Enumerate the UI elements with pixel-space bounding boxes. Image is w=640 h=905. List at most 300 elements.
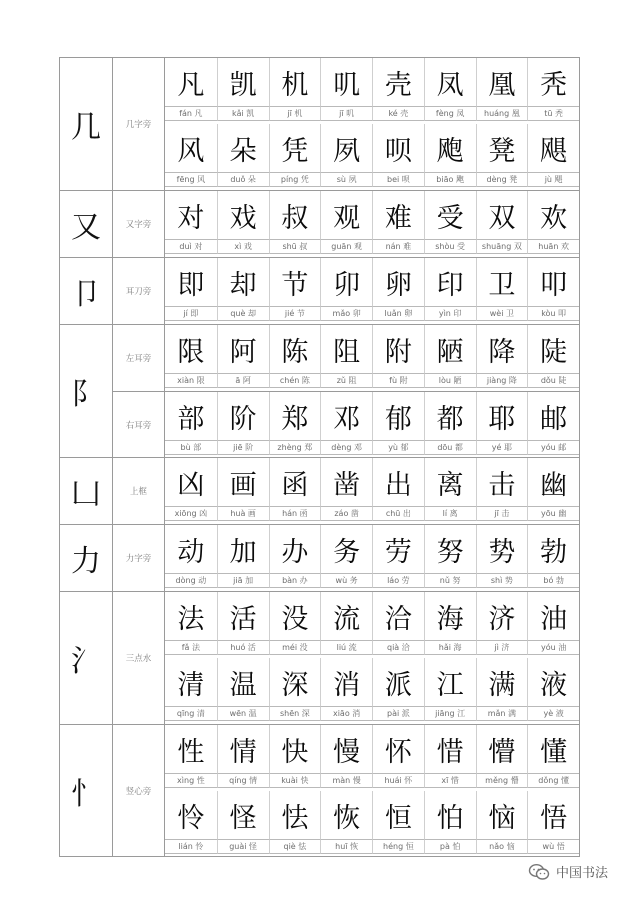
pinyin-text: wù xyxy=(542,842,555,851)
calligraphy-character: 都 xyxy=(424,392,476,440)
pinyin-text: hán xyxy=(282,509,298,518)
wechat-icon xyxy=(528,863,550,881)
pinyin-text: xì xyxy=(234,242,242,251)
pinyin-label xyxy=(527,440,579,455)
pinyin-text: jiāng xyxy=(435,709,455,718)
character-cell xyxy=(372,592,424,658)
calligraphy-character: 凳 xyxy=(476,124,528,172)
character-cell xyxy=(217,392,269,458)
character-cell xyxy=(476,525,528,591)
pinyin-text: qíng xyxy=(229,776,247,785)
reference-character: 呗 xyxy=(401,175,410,184)
reference-character: 画 xyxy=(247,509,256,518)
radical-group xyxy=(60,458,579,525)
calligraphy-character: 深 xyxy=(269,658,321,706)
character-cell xyxy=(372,258,424,324)
character-cell xyxy=(424,725,476,791)
reference-character: 都 xyxy=(454,443,463,452)
calligraphy-character: 壳 xyxy=(372,58,424,106)
reference-character: 欢 xyxy=(560,242,569,251)
reference-character: 加 xyxy=(245,576,254,585)
character-cell xyxy=(320,392,372,458)
pinyin-label xyxy=(372,839,424,854)
reference-character: 温 xyxy=(248,709,257,718)
pinyin-label xyxy=(424,306,476,321)
pinyin-text: màn xyxy=(332,776,351,785)
radical-name-label: 左耳旁 xyxy=(113,325,165,391)
character-row xyxy=(165,191,579,257)
character-cell xyxy=(320,258,372,324)
pinyin-text: shū xyxy=(282,242,297,251)
calligraphy-character: 陋 xyxy=(424,325,476,373)
pinyin-text: shuāng xyxy=(481,242,512,251)
pinyin-label xyxy=(527,306,579,321)
character-cell xyxy=(424,791,476,857)
reference-character: 派 xyxy=(401,709,410,718)
reference-character: 夙 xyxy=(348,175,357,184)
pinyin-label xyxy=(372,306,424,321)
radical-subgroup xyxy=(113,525,579,591)
reference-character: 戏 xyxy=(243,242,252,251)
pinyin-label xyxy=(476,239,528,254)
character-cell xyxy=(372,124,424,190)
pinyin-text: lián xyxy=(178,842,193,851)
calligraphy-character: 海 xyxy=(424,592,476,640)
character-cell xyxy=(269,325,321,391)
reference-character: 惜 xyxy=(450,776,459,785)
reference-character: 江 xyxy=(457,709,466,718)
calligraphy-character: 叩 xyxy=(527,258,579,306)
character-cell xyxy=(372,191,424,257)
pinyin-label xyxy=(476,172,528,187)
radical-practice-sheet xyxy=(59,57,580,857)
character-cell xyxy=(476,325,528,391)
calligraphy-character: 卫 xyxy=(476,258,528,306)
pinyin-text: mǎo xyxy=(332,309,351,318)
calligraphy-character: 限 xyxy=(177,336,205,368)
pinyin-label xyxy=(476,106,528,121)
radical-subgroup xyxy=(113,258,579,324)
radical-name-label: 三点水 xyxy=(113,592,165,724)
reference-character: 附 xyxy=(399,376,408,385)
pinyin-text: huó xyxy=(230,643,246,652)
calligraphy-character: 清 xyxy=(177,669,205,701)
reference-character: 机 xyxy=(294,109,303,118)
pinyin-label xyxy=(320,239,372,254)
pinyin-text: dòng xyxy=(175,576,196,585)
pinyin-label xyxy=(269,573,321,588)
pinyin-text: kuài xyxy=(281,776,298,785)
pinyin-label xyxy=(372,172,424,187)
pinyin-label xyxy=(320,440,372,455)
reference-character: 深 xyxy=(301,709,310,718)
pinyin-label xyxy=(372,773,424,788)
pinyin-label xyxy=(424,640,476,655)
character-cell xyxy=(476,725,528,791)
character-cell xyxy=(476,191,528,257)
pinyin-text: xī xyxy=(441,776,449,785)
character-cell xyxy=(320,592,372,658)
calligraphy-character: 动 xyxy=(177,536,205,568)
pinyin-label xyxy=(527,106,579,121)
character-cell xyxy=(372,325,424,391)
calligraphy-character: 没 xyxy=(269,592,321,640)
character-cell xyxy=(217,592,269,658)
pinyin-label xyxy=(320,573,372,588)
pinyin-label xyxy=(424,440,476,455)
pinyin-text: yóu xyxy=(541,643,556,652)
character-cell xyxy=(269,191,321,257)
pinyin-label xyxy=(372,239,424,254)
calligraphy-character: 秃 xyxy=(527,58,579,106)
pinyin-text: záo xyxy=(334,509,349,518)
calligraphy-character: 画 xyxy=(217,458,269,506)
character-cell xyxy=(217,725,269,791)
character-row xyxy=(165,124,579,190)
radical-group xyxy=(60,258,579,325)
calligraphy-character: 却 xyxy=(217,258,269,306)
reference-character: 陡 xyxy=(558,376,567,385)
pinyin-text: dǒng xyxy=(538,776,559,785)
pinyin-label xyxy=(269,640,321,655)
pinyin-label xyxy=(476,839,528,854)
pinyin-text: biāo xyxy=(436,175,454,184)
pinyin-label xyxy=(165,373,217,388)
character-row xyxy=(165,658,579,724)
pinyin-label xyxy=(320,773,372,788)
pinyin-label xyxy=(320,640,372,655)
pinyin-label xyxy=(165,440,217,455)
pinyin-text: láo xyxy=(387,576,400,585)
calligraphy-character: 叔 xyxy=(269,191,321,239)
radical-glyph: 忄 xyxy=(60,725,113,857)
radical-group xyxy=(60,525,579,592)
calligraphy-character: 卵 xyxy=(372,258,424,306)
character-cell xyxy=(269,658,321,724)
pinyin-label xyxy=(527,172,579,187)
reference-character: 对 xyxy=(194,242,203,251)
pinyin-text: píng xyxy=(280,175,299,184)
pinyin-label xyxy=(217,306,269,321)
reference-character: 叩 xyxy=(558,309,567,318)
pinyin-label xyxy=(476,773,528,788)
character-grid xyxy=(165,458,579,524)
character-cell xyxy=(320,525,372,591)
calligraphy-character: 难 xyxy=(372,191,424,239)
pinyin-text: xiāo xyxy=(332,709,350,718)
character-cell xyxy=(424,525,476,591)
calligraphy-character: 幽 xyxy=(527,458,579,506)
pinyin-text: nǎo xyxy=(489,842,505,851)
calligraphy-character: 满 xyxy=(476,658,528,706)
reference-character: 怀 xyxy=(404,776,413,785)
character-cell xyxy=(527,658,579,724)
character-cell xyxy=(320,58,372,124)
calligraphy-character: 函 xyxy=(269,458,321,506)
pinyin-text: fēng xyxy=(176,175,195,184)
pinyin-label xyxy=(217,440,269,455)
pinyin-text: bei xyxy=(386,175,400,184)
character-cell xyxy=(476,58,528,124)
pinyin-text: bó xyxy=(543,576,554,585)
calligraphy-character: 快 xyxy=(269,725,321,773)
pinyin-text: yù xyxy=(388,443,398,452)
pinyin-text: ké xyxy=(388,109,398,118)
reference-character: 恒 xyxy=(405,842,414,851)
calligraphy-character: 活 xyxy=(217,592,269,640)
character-cell xyxy=(320,791,372,857)
reference-character: 观 xyxy=(353,242,362,251)
reference-character: 出 xyxy=(402,509,411,518)
radical-glyph: 氵 xyxy=(60,592,113,724)
pinyin-label xyxy=(527,239,579,254)
pinyin-text: qīng xyxy=(176,709,195,718)
pinyin-label xyxy=(320,306,372,321)
reference-character: 难 xyxy=(403,242,412,251)
character-cell xyxy=(269,58,321,124)
calligraphy-character: 勃 xyxy=(527,525,579,573)
pinyin-text: jiā xyxy=(233,576,243,585)
calligraphy-character: 怀 xyxy=(372,725,424,773)
calligraphy-character: 夙 xyxy=(320,124,372,172)
pinyin-text: duǒ xyxy=(230,175,246,184)
reference-character: 清 xyxy=(196,709,205,718)
character-cell xyxy=(217,791,269,857)
reference-character: 凡 xyxy=(194,109,203,118)
pinyin-label xyxy=(269,239,321,254)
character-cell xyxy=(320,725,372,791)
calligraphy-character: 郁 xyxy=(372,392,424,440)
calligraphy-character: 凭 xyxy=(269,124,321,172)
pinyin-text: jí xyxy=(183,309,188,318)
character-cell xyxy=(527,458,579,524)
pinyin-label xyxy=(217,373,269,388)
reference-character: 悟 xyxy=(556,842,565,851)
reference-character: 液 xyxy=(555,709,564,718)
calligraphy-character: 温 xyxy=(217,658,269,706)
reference-character: 陈 xyxy=(301,376,310,385)
calligraphy-character: 油 xyxy=(527,592,579,640)
pinyin-label xyxy=(372,506,424,521)
pinyin-text: ā xyxy=(235,376,241,385)
character-row xyxy=(165,392,579,458)
pinyin-text: xiōng xyxy=(174,509,197,518)
character-cell xyxy=(476,392,528,458)
character-cell xyxy=(476,658,528,724)
pinyin-label xyxy=(320,839,372,854)
pinyin-label xyxy=(476,506,528,521)
character-cell xyxy=(165,725,217,791)
reference-character: 凤 xyxy=(456,109,465,118)
radical-name-label: 力字旁 xyxy=(113,525,165,591)
calligraphy-character: 戏 xyxy=(217,191,269,239)
pinyin-text: lòu xyxy=(438,376,451,385)
reference-character: 没 xyxy=(299,643,308,652)
character-cell xyxy=(269,124,321,190)
character-cell xyxy=(269,458,321,524)
pinyin-label xyxy=(424,573,476,588)
pinyin-label xyxy=(320,706,372,721)
character-row xyxy=(165,791,579,857)
pinyin-label xyxy=(165,573,217,588)
calligraphy-character: 陡 xyxy=(527,325,579,373)
radical-group xyxy=(60,191,579,258)
calligraphy-character: 朵 xyxy=(217,124,269,172)
radical-name-label: 竖心旁 xyxy=(113,725,165,857)
calligraphy-character: 液 xyxy=(527,658,579,706)
pinyin-label xyxy=(269,306,321,321)
reference-character: 限 xyxy=(196,376,205,385)
character-row xyxy=(165,258,579,324)
character-cell xyxy=(165,258,217,324)
radical-name-label: 几字旁 xyxy=(113,58,165,190)
pinyin-text: héng xyxy=(383,842,404,851)
reference-character: 邓 xyxy=(353,443,362,452)
calligraphy-character: 恒 xyxy=(372,791,424,839)
radical-group xyxy=(60,325,579,458)
pinyin-text: měng xyxy=(485,776,509,785)
pinyin-text: huān xyxy=(538,242,559,251)
pinyin-text: liú xyxy=(336,643,347,652)
character-cell xyxy=(527,124,579,190)
pinyin-text: nán xyxy=(385,242,401,251)
reference-character: 务 xyxy=(349,576,358,585)
reference-character: 飑 xyxy=(455,175,464,184)
pinyin-label xyxy=(424,172,476,187)
calligraphy-character: 陈 xyxy=(269,325,321,373)
character-row xyxy=(165,725,579,791)
radical-subgroup xyxy=(113,592,579,724)
reference-character: 懵 xyxy=(510,776,519,785)
calligraphy-character: 飑 xyxy=(424,124,476,172)
pinyin-label xyxy=(165,706,217,721)
pinyin-label xyxy=(217,839,269,854)
pinyin-label xyxy=(320,373,372,388)
pinyin-label xyxy=(372,106,424,121)
calligraphy-character: 降 xyxy=(476,325,528,373)
character-cell xyxy=(320,458,372,524)
calligraphy-character: 邮 xyxy=(527,392,579,440)
pinyin-label xyxy=(217,706,269,721)
reference-character: 凯 xyxy=(246,109,255,118)
character-cell xyxy=(527,392,579,458)
calligraphy-character: 凤 xyxy=(424,58,476,106)
pinyin-text: huī xyxy=(335,842,348,851)
pinyin-text: dèng xyxy=(486,175,507,184)
calligraphy-character: 受 xyxy=(424,191,476,239)
pinyin-text: luǎn xyxy=(384,309,402,318)
character-cell xyxy=(269,258,321,324)
reference-character: 劳 xyxy=(401,576,410,585)
radical-subgroup xyxy=(113,191,579,257)
reference-character: 情 xyxy=(249,776,258,785)
character-cell xyxy=(320,191,372,257)
pinyin-label xyxy=(476,306,528,321)
pinyin-label xyxy=(269,506,321,521)
calligraphy-character: 观 xyxy=(320,191,372,239)
pinyin-text: yōu xyxy=(541,509,556,518)
calligraphy-character: 势 xyxy=(476,525,528,573)
character-cell xyxy=(527,325,579,391)
calligraphy-character: 济 xyxy=(476,592,528,640)
pinyin-label xyxy=(424,373,476,388)
reference-character: 陋 xyxy=(453,376,462,385)
pinyin-text: chén xyxy=(279,376,300,385)
pinyin-text: jù xyxy=(544,175,552,184)
character-cell xyxy=(527,592,579,658)
reference-character: 降 xyxy=(508,376,517,385)
radical-glyph: 凵 xyxy=(60,458,113,524)
reference-character: 怜 xyxy=(195,842,204,851)
reference-character: 函 xyxy=(299,509,308,518)
pinyin-label xyxy=(372,573,424,588)
pinyin-label xyxy=(165,839,217,854)
calligraphy-character: 怪 xyxy=(217,791,269,839)
calligraphy-character: 派 xyxy=(372,658,424,706)
pinyin-text: huáng xyxy=(484,109,510,118)
pinyin-label xyxy=(269,106,321,121)
pinyin-text: wèi xyxy=(489,309,504,318)
radical-name-label: 上框 xyxy=(113,458,165,524)
character-cell xyxy=(165,658,217,724)
reference-character: 勃 xyxy=(555,576,564,585)
character-row xyxy=(165,58,579,124)
calligraphy-character: 卯 xyxy=(320,258,372,306)
radical-glyph: 力 xyxy=(60,525,113,591)
calligraphy-character: 性 xyxy=(177,736,205,768)
pinyin-text: qià xyxy=(387,643,400,652)
character-cell xyxy=(165,124,217,190)
character-cell xyxy=(165,458,217,524)
calligraphy-character: 努 xyxy=(424,525,476,573)
pinyin-text: què xyxy=(230,309,246,318)
pinyin-label xyxy=(269,172,321,187)
calligraphy-character: 节 xyxy=(269,258,321,306)
pinyin-text: jī xyxy=(494,509,499,518)
pinyin-label xyxy=(424,773,476,788)
calligraphy-character: 加 xyxy=(217,525,269,573)
reference-character: 却 xyxy=(247,309,256,318)
pinyin-label xyxy=(217,773,269,788)
character-cell xyxy=(424,592,476,658)
reference-character: 朵 xyxy=(247,175,256,184)
reference-character: 努 xyxy=(452,576,461,585)
pinyin-text: jì xyxy=(494,643,499,652)
pinyin-text: yé xyxy=(491,443,502,452)
calligraphy-character: 对 xyxy=(177,202,205,234)
character-cell xyxy=(424,124,476,190)
reference-character: 懂 xyxy=(560,776,569,785)
pinyin-label xyxy=(372,373,424,388)
radical-subgroup xyxy=(113,391,579,457)
character-cell xyxy=(372,392,424,458)
calligraphy-character: 耶 xyxy=(476,392,528,440)
calligraphy-character: 欢 xyxy=(527,191,579,239)
pinyin-label xyxy=(424,839,476,854)
pinyin-text: dèng xyxy=(331,443,352,452)
character-grid xyxy=(165,525,579,591)
calligraphy-character: 阻 xyxy=(320,325,372,373)
reference-character: 壳 xyxy=(400,109,409,118)
radical-group xyxy=(60,592,579,725)
pinyin-label xyxy=(372,706,424,721)
reference-character: 洽 xyxy=(401,643,410,652)
pinyin-text: yóu xyxy=(541,443,556,452)
pinyin-label xyxy=(165,506,217,521)
reference-character: 击 xyxy=(501,509,510,518)
calligraphy-character: 怯 xyxy=(269,791,321,839)
pinyin-text: kòu xyxy=(541,309,556,318)
